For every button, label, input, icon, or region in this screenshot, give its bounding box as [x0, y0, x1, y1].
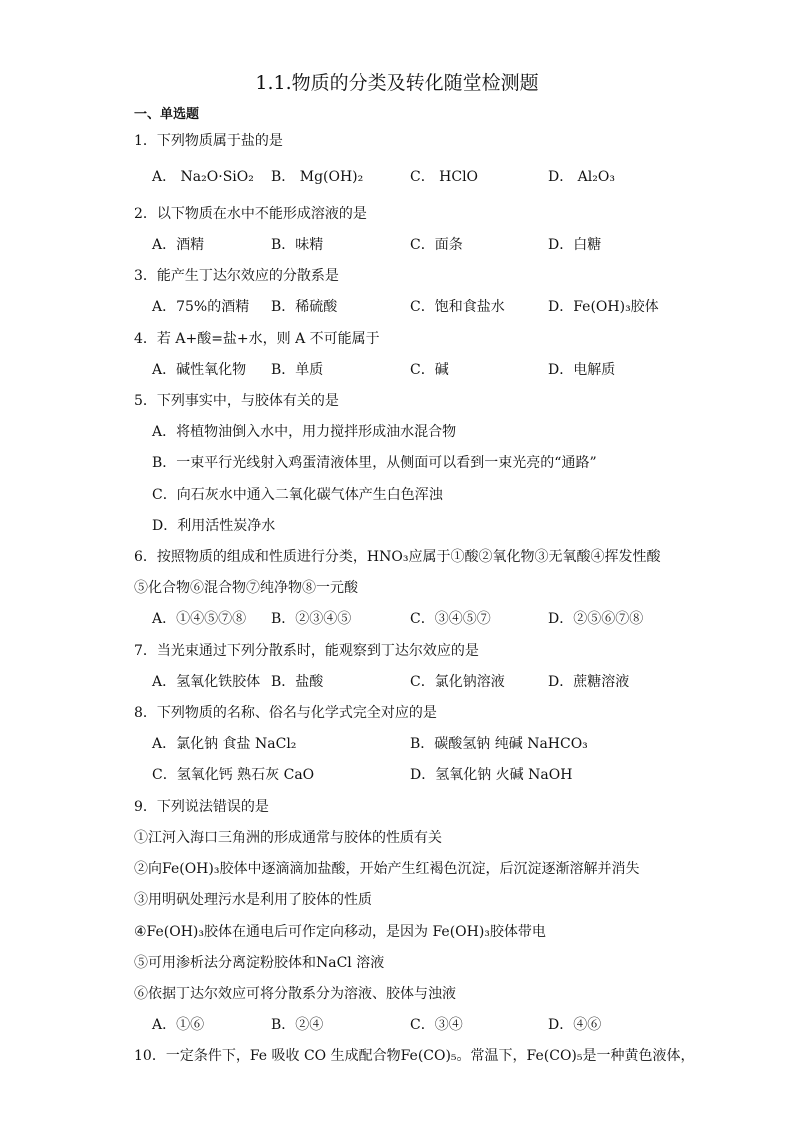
question-5-option-c: C．向石灰水中通入二氧化碳气体产生白色浑浊 [152, 487, 443, 503]
question-6-option-a: A．①④⑤⑦⑧ [152, 611, 247, 627]
question-1-option-a: A． Na₂O·SiO₂ [152, 169, 254, 185]
question-8-option-c: C．氢氧化钙 熟石灰 CaO [152, 767, 315, 783]
question-1-option-d: D． Al₂O₃ [548, 169, 615, 185]
question-4-option-d: D．电解质 [548, 362, 616, 378]
question-4-option-c: C．碱 [410, 362, 449, 378]
question-4-option-a: A．碱性氧化物 [152, 362, 247, 378]
question-2-option-b: B．味精 [271, 237, 324, 253]
question-6-option-c: C．③④⑤⑦ [410, 611, 491, 627]
question-9-statement: ⑥依据丁达尔效应可将分散系分为溶液、胶体与浊液 [134, 986, 456, 1002]
question-2-option-d: D．白糖 [548, 237, 602, 253]
question-2-option-c: C．面条 [410, 237, 463, 253]
section-heading: 一、单选题 [134, 107, 200, 122]
question-1-stem: 1．下列物质属于盐的是 [134, 133, 283, 149]
question-9-option-a: A．①⑥ [152, 1017, 205, 1033]
question-6-option-b: B．②③④⑤ [271, 611, 352, 627]
question-8-option-b: B．碳酸氢钠 纯碱 NaHCO₃ [410, 736, 588, 752]
question-2-stem: 2．以下物质在水中不能形成溶液的是 [134, 206, 367, 222]
question-10-stem: 10．一定条件下，Fe 吸收 CO 生成配合物Fe(CO)₅。常温下，Fe(CO)₅是一种黄色液体， [134, 1048, 695, 1064]
question-6-stem-continued: ⑤化合物⑥混合物⑦纯净物⑧一元酸 [134, 580, 358, 596]
question-9-option-b: B．②④ [271, 1017, 324, 1033]
question-3-option-b: B．稀硫酸 [271, 299, 338, 315]
question-7-option-a: A．氢氧化铁胶体 [152, 674, 261, 690]
question-8-stem: 8．下列物质的名称、俗名与化学式完全对应的是 [134, 705, 437, 721]
question-8-option-a: A．氯化钠 食盐 NaCl₂ [152, 736, 297, 752]
question-9-statement: ⑤可用渗析法分离淀粉胶体和NaCl 溶液 [134, 955, 385, 971]
question-9-option-d: D．④⑥ [548, 1017, 602, 1033]
question-6-stem: 6．按照物质的组成和性质进行分类，HNO₃应属于①酸②氧化物③无氧酸④挥发性酸 [134, 549, 661, 565]
question-9-statement: ③用明矾处理污水是利用了胶体的性质 [134, 892, 372, 908]
question-5-option-a: A．将植物油倒入水中，用力搅拌形成油水混合物 [152, 424, 457, 440]
question-1-option-b: B． Mg(OH)₂ [271, 169, 364, 185]
question-3-stem: 3．能产生丁达尔效应的分散系是 [134, 268, 339, 284]
question-9-option-c: C．③④ [410, 1017, 463, 1033]
question-3-option-a: A．75%的酒精 [152, 299, 250, 315]
question-4-option-b: B．单质 [271, 362, 324, 378]
question-7-stem: 7．当光束通过下列分散系时，能观察到丁达尔效应的是 [134, 643, 479, 659]
question-5-stem: 5．下列事实中，与胶体有关的是 [134, 393, 339, 409]
question-8-option-d: D．氢氧化钠 火碱 NaOH [410, 767, 573, 783]
question-3-option-c: C．饱和食盐水 [410, 299, 505, 315]
question-7-option-d: D．蔗糖溶液 [548, 674, 630, 690]
question-7-option-c: C．氯化钠溶液 [410, 674, 505, 690]
question-6-option-d: D．②⑤⑥⑦⑧ [548, 611, 644, 627]
question-9-statement: ②向Fe(OH)₃胶体中逐滴滴加盐酸，开始产生红褐色沉淀，后沉淀逐渐溶解并消失 [134, 861, 640, 877]
question-5-option-b: B．一束平行光线射入鸡蛋清液体里，从侧面可以看到一束光亮的“通路” [152, 455, 597, 471]
question-3-option-d: D．Fe(OH)₃胶体 [548, 299, 659, 315]
question-9-statement: ④Fe(OH)₃胶体在通电后可作定向移动，是因为 Fe(OH)₃胶体带电 [134, 924, 546, 940]
question-7-option-b: B．盐酸 [271, 674, 324, 690]
question-9-statement: ①江河入海口三角洲的形成通常与胶体的性质有关 [134, 830, 442, 846]
question-4-stem: 4．若 A+酸=盐+水，则 A 不可能属于 [134, 331, 380, 347]
question-5-option-d: D．利用活性炭净水 [152, 518, 276, 534]
question-2-option-a: A．酒精 [152, 237, 205, 253]
page-title: 1.1.物质的分类及转化随堂检测题 [255, 72, 539, 94]
question-9-stem: 9．下列说法错误的是 [134, 799, 269, 815]
question-1-option-c: C． HClO [410, 169, 479, 185]
